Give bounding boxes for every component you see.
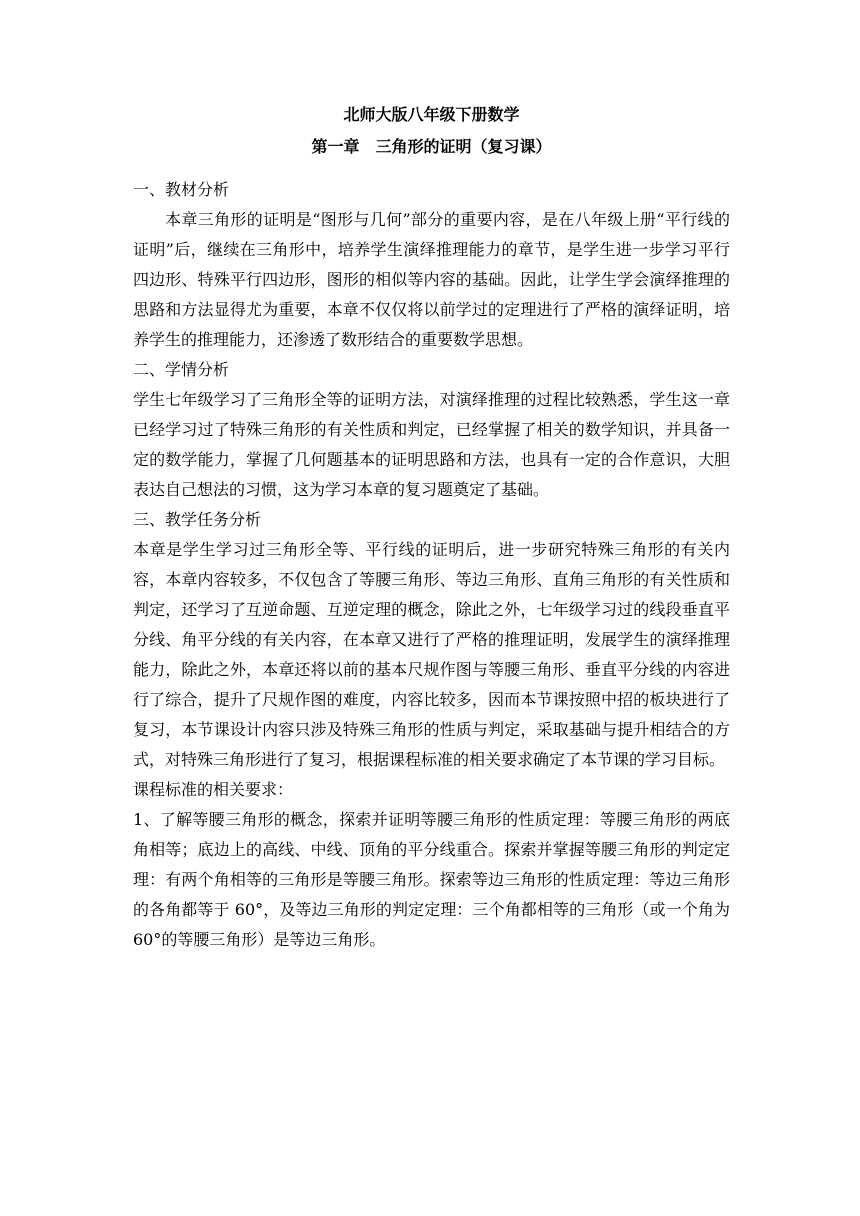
section-paragraph-student-analysis: 学生七年级学习了三角形全等的证明方法，对演绎推理的过程比较熟悉，学生这一章已经学习过了特殊三角形的有关性质和判定，已经掌握了相关的数学知识，并具备一定的数学能力，掌握了几何题基本的证明思路和方法，也具有一定的合作意识，大胆表达自己想法的习惯，这为学习本章的复习题奠定了基础。 [133,390,730,499]
section-heading-task-analysis: 三、教学任务分析 [133,510,262,529]
section-heading-student-analysis: 二、学情分析 [133,360,230,379]
section-paragraph-textbook-analysis: 本章三角形的证明是“图形与几何”部分的重要内容，是在八年级上册“平行线的证明”后，继续在三角形中，培养学生演绎推理能力的章节，是学生进一步学习平行四边形、特殊平行四边形，图形的相似等内容的基础。因此，让学生学会演绎推理的思路和方法显得尤为重要，本章不仅仅将以前学过的定理进行了严格的演绎证明，培养学生的推理能力，还渗透了数形结合的重要数学思想。 [133,210,730,349]
chapter-title: 第一章 三角形的证明（复习课） [311,137,552,156]
section-heading-textbook-analysis: 一、教材分析 [133,180,230,199]
requirement-item-1: 1、了解等腰三角形的概念，探索并证明等腰三角形的性质定理：等腰三角形的两底角相等；底边上的高线、中线、顶角的平分线重合。探索并掌握等腰三角形的判定定理：有两个角相等的三角形是等腰三角形。探索等边三角形的性质定理：等边三角形的各角都等于 60°，及等边三角形的判定定理：三个角都相等的三角形（或一个角为 60°的等腰三角形）是等边三角形。 [133,810,730,949]
section-paragraph-task-analysis: 本章是学生学习过三角形全等、平行线的证明后，进一步研究特殊三角形的有关内容，本章内容较多，不仅包含了等腰三角形、等边三角形、直角三角形的有关性质和判定，还学习了互逆命题、互逆定理的概念，除此之外，七年级学习过的线段垂直平分线、角平分线的有关内容，在本章又进行了严格的推理证明，发展学生的演绎推理能力，除此之外，本章还将以前的基本尺规作图与等腰三角形、垂直平分线的内容进行了综合，提升了尺规作图的难度，内容比较多，因而本节课按照中招的板块进行了复习，本节课设计内容只涉及特殊三角形的性质与判定，采取基础与提升相结合的方式，对特殊三角形进行了复习，根据课程标准的相关要求确定了本节课的学习目标。 [133,540,730,769]
requirements-label: 课程标准的相关要求： [133,780,294,799]
document-title: 北师大版八年级下册数学 [343,105,520,124]
document-body [133,105,730,955]
